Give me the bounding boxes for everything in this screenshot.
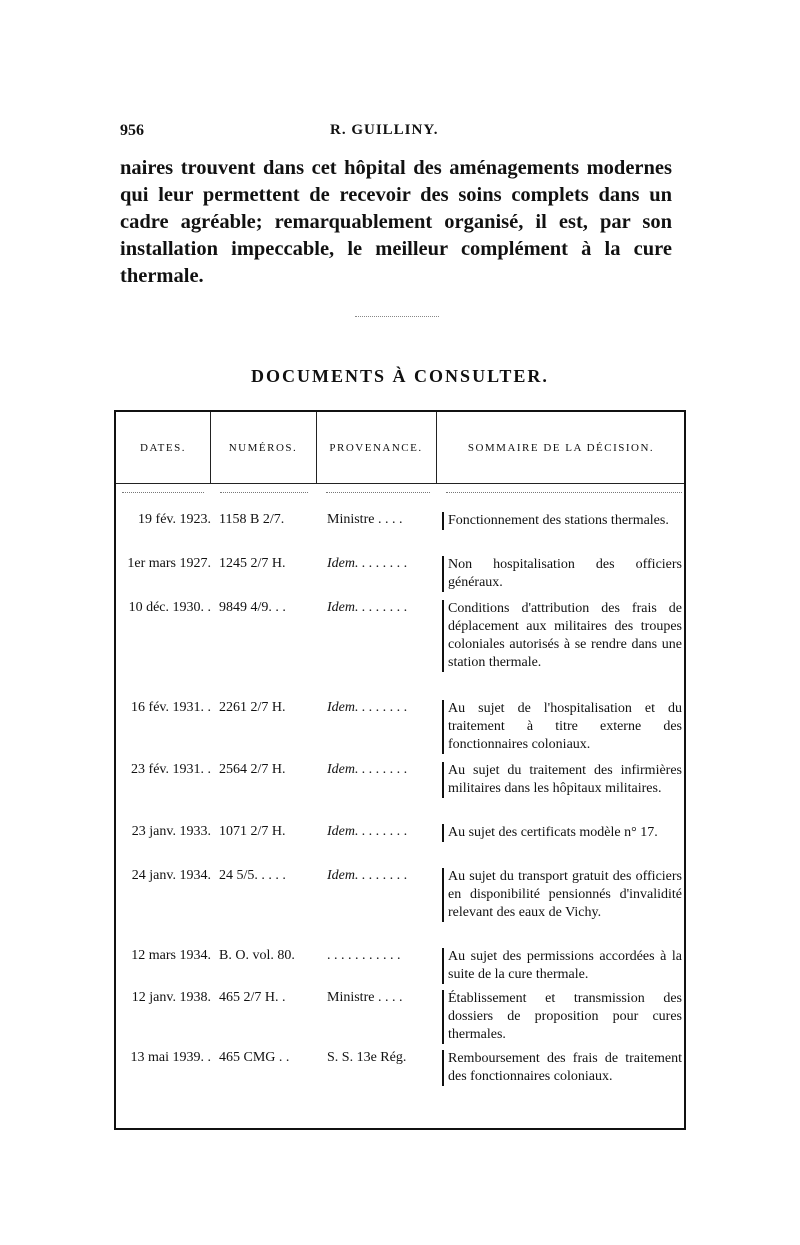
row-summary: Au sujet de l'hospitalisation et du traitement à titre externe des fonctionnaires coloniaux.	[442, 700, 682, 754]
row-summary: Au sujet du transport gratuit des officiers en disponibilité pensionnés d'invalidité relevant des eaux de Vichy.	[442, 868, 682, 922]
column-header-provenance: PROVENANCE.	[329, 442, 423, 454]
row-number: 465 2/7 H. .	[219, 990, 286, 1005]
row-date: 23 janv. 1933.	[131, 824, 211, 839]
running-head: R. GUILLINY.	[330, 122, 439, 138]
dotted-rule	[122, 492, 204, 493]
section-title: DOCUMENTS À CONSULTER.	[251, 366, 549, 386]
dotted-rule	[220, 492, 308, 493]
row-date: 1er mars 1927.	[127, 556, 211, 571]
row-date: 10 déc. 1930. .	[128, 600, 211, 615]
row-provenance: Ministre . . . .	[327, 512, 403, 527]
column-header-summary: SOMMAIRE DE LA DÉCISION.	[467, 442, 655, 454]
body-paragraph: naires trouvent dans cet hôpital des aménagements modernes qui leur permettent de recevoir des soins complets dans un cadre agréable; remarquablement organisé, il est, par son installation impeccable, le meilleur complément à la cure thermale.	[120, 157, 672, 287]
row-provenance: S. S. 13e Rég.	[327, 1050, 407, 1065]
row-date: 19 fév. 1923.	[138, 512, 211, 527]
row-date: 12 mars 1934.	[131, 948, 211, 963]
row-date: 12 janv. 1938.	[131, 990, 211, 1005]
row-summary: Remboursement des frais de traitement des fonctionnaires coloniaux.	[442, 1050, 682, 1086]
row-summary: Non hospitalisation des officiers généraux.	[442, 556, 682, 592]
row-provenance: Idem. . . . . . . .	[327, 762, 408, 777]
page-number: 956	[120, 122, 144, 139]
row-provenance: Idem. . . . . . . .	[327, 824, 408, 839]
row-summary: Au sujet du traitement des infirmières militaires dans les hôpitaux militaires.	[442, 762, 682, 798]
column-header-numbers: NUMÉROS.	[228, 442, 298, 454]
row-number: 1071 2/7 H.	[219, 824, 286, 839]
row-summary: Au sujet des certificats modèle n° 17.	[442, 824, 682, 842]
row-number: 465 CMG . .	[219, 1050, 290, 1065]
row-number: 2564 2/7 H.	[219, 762, 286, 777]
row-summary: Au sujet des permissions accordées à la suite de la cure thermale.	[442, 948, 682, 984]
row-number: 2261 2/7 H.	[219, 700, 286, 715]
row-summary: Conditions d'attribution des frais de déplacement aux militaires des troupes coloniales autorisés à se rendre dans une station thermale.	[442, 600, 682, 672]
row-date: 23 fév. 1931. .	[131, 762, 211, 777]
row-date: 24 janv. 1934.	[131, 868, 211, 883]
section-separator	[355, 316, 439, 317]
dotted-rule	[326, 492, 430, 493]
row-provenance: Idem. . . . . . . .	[327, 600, 408, 615]
row-date: 13 mai 1939. .	[130, 1050, 211, 1065]
row-provenance: Idem. . . . . . . .	[327, 556, 408, 571]
row-provenance: Idem. . . . . . . .	[327, 700, 408, 715]
row-number: B. O. vol. 80.	[219, 948, 295, 963]
row-provenance: Ministre . . . .	[327, 990, 403, 1005]
header-rule	[116, 483, 684, 484]
column-header-dates: DATES.	[140, 442, 186, 454]
row-number: 24 5/5. . . . .	[219, 868, 286, 883]
dotted-rule	[446, 492, 682, 493]
row-date: 16 fév. 1931. .	[131, 700, 211, 715]
row-number: 1245 2/7 H.	[219, 556, 286, 571]
row-provenance: . . . . . . . . . . .	[327, 948, 401, 963]
row-summary: Fonctionnement des stations thermales.	[442, 512, 682, 530]
row-number: 9849 4/9. . .	[219, 600, 286, 615]
row-summary: Établissement et transmission des dossiers de proposition pour cures thermales.	[442, 990, 682, 1044]
row-provenance: Idem. . . . . . . .	[327, 868, 408, 883]
row-number: 1158 B 2/7.	[219, 512, 285, 527]
documents-table	[114, 410, 686, 1130]
